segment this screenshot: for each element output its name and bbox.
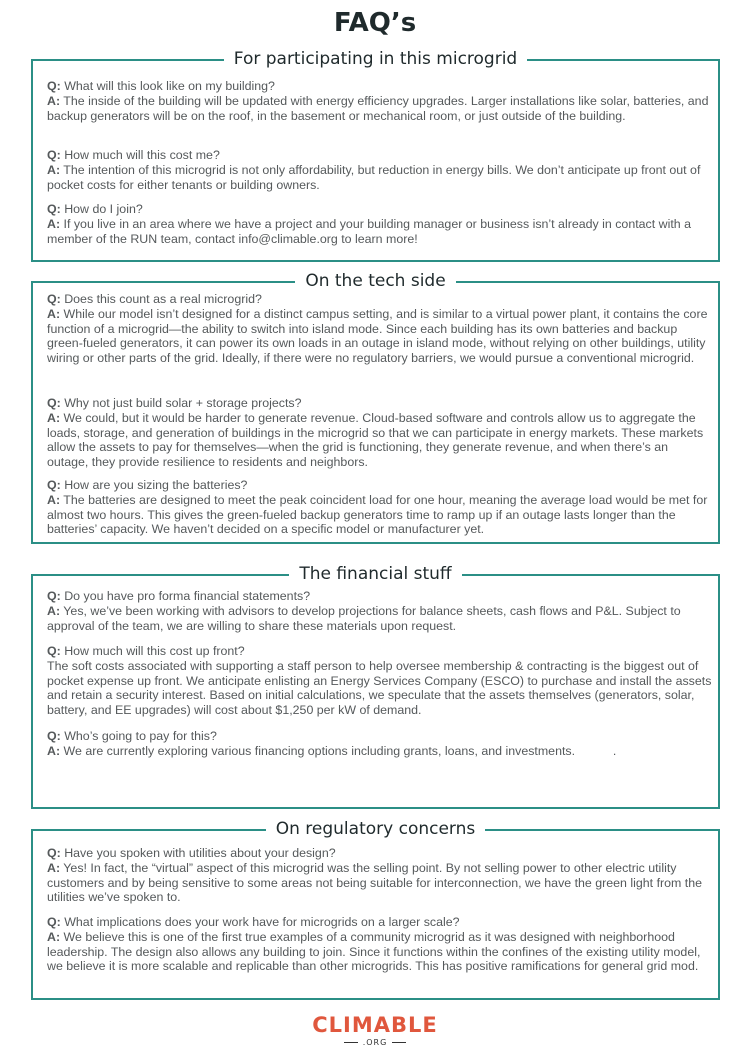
faq-section-participating	[31, 49, 720, 262]
answer-text: We could, but it would be harder to generate revenue. Cloud-based software and controls allow us to aggregate the loads, storage, and generation of buildings in the microgrid so that we can participate in energy markets. These markets allow the assets to pay for themselves—when the grid is functioning, they generate revenue, and when there’s an outage, they provide resilience to residents and neighbors.	[47, 410, 704, 470]
faq-item	[47, 292, 712, 366]
question-text: What will this look like on my building?	[64, 79, 275, 93]
question-label: Q:	[47, 478, 61, 492]
question-text: Does this count as a real microgrid?	[64, 292, 262, 306]
faq-item	[47, 202, 712, 246]
answer-text: The batteries are designed to meet the peak coincident load for one hour, meaning the average load would be met for almost two hours. This gives the green-fueled backup generators time to ramp up if an outage lasts longer than the batteries’ capacity. We haven’t decided on a specific model or manufacturer yet.	[47, 492, 708, 537]
answer-label: A:	[47, 306, 61, 321]
answer-label: A:	[47, 93, 61, 108]
faq-item	[47, 846, 712, 905]
section-title: For participating in this microgrid	[224, 49, 527, 69]
faq-item	[47, 915, 712, 974]
faq-item	[47, 79, 712, 123]
faq-item	[47, 478, 712, 537]
answer-text: The intention of this microgrid is not only affordability, but reduction in energy bills. We don’t anticipate up front out of pocket costs for either tenants or building owners.	[47, 162, 701, 192]
question-text: Have you spoken with utilities about your design?	[64, 846, 336, 860]
faq-item	[47, 148, 712, 192]
section-title: On the tech side	[295, 271, 455, 291]
faq-section-financial	[31, 564, 720, 809]
faq-item	[47, 644, 712, 718]
answer-label: A:	[47, 492, 61, 507]
answer-text: While our model isn’t designed for a distinct campus setting, and is similar to a virtual power plant, it contains the core function of a microgrid—the ability to switch into island mode. Since each building has its own batteries and backup green-fueled generators, it can power its own loads in an outage in island mode, without relying on other buildings, utility wiring or other parts of the grid. Ideally, if there were no regulatory barriers, we would pursue a conventional microgrid.	[47, 306, 708, 366]
question-label: Q:	[47, 396, 61, 410]
question-label: Q:	[47, 846, 61, 860]
logo-rule-right	[392, 1042, 406, 1043]
question-label: Q:	[47, 644, 61, 658]
faq-section-regulatory	[31, 819, 720, 1000]
logo-org-suffix	[0, 1038, 750, 1047]
question-text: How much will this cost up front?	[64, 644, 245, 658]
question-text: Why not just build solar + storage projects?	[64, 396, 302, 410]
faq-item	[47, 589, 712, 633]
answer-label: A:	[47, 410, 61, 425]
answer-label: A:	[47, 929, 61, 944]
answer-text: If you live in an area where we have a project and your building manager or business isn’t already in contact with a member of the RUN team, contact info@climable.org to learn more!	[47, 216, 691, 246]
section-title: On regulatory concerns	[266, 819, 486, 839]
answer-label: A:	[47, 162, 61, 177]
logo-rule-left	[344, 1042, 358, 1043]
question-text: How are you sizing the batteries?	[64, 478, 248, 492]
answer-label: A:	[47, 743, 61, 758]
answer-text: We believe this is one of the first true examples of a community microgrid as it was designed with neighborhood leadership. The design also allows any building to join. Since it functions within the confines of the existing utility model, we believe it is more scalable and replicable than other microgrids. This has positive ramifications for general grid mod.	[47, 929, 701, 974]
faq-item	[47, 729, 712, 759]
question-text: Do you have pro forma financial statements?	[64, 589, 311, 603]
question-text: What implications does your work have for microgrids on a larger scale?	[64, 915, 460, 929]
answer-text: The inside of the building will be updated with energy efficiency upgrades. Larger installations like solar, batteries, and backup generators will be on the roof, in the basement or mechanical room, or just outside of the building.	[47, 93, 709, 123]
answer-text: The soft costs associated with supporting a staff person to help oversee membership & contracting is the biggest out of pocket expense up front. We anticipate enlisting an Energy Services Company (ESCO) to purchase and install the assets and retain a security interest. Based on initial calculations, we speculate that the assets themselves (generators, solar, battery, and EE upgrades) will cost about $1,250 per kW of demand.	[47, 658, 712, 718]
question-label: Q:	[47, 729, 61, 743]
answer-text: We are currently exploring various financing options including grants, loans, and investments. .	[63, 743, 617, 758]
section-title: The financial stuff	[289, 564, 461, 584]
faq-item	[47, 396, 712, 470]
answer-text: Yes! In fact, the “virtual” aspect of this microgrid was the selling point. By not selling power to other electric utility customers and by being sensitive to some areas not being suitable for interconnection, we have the green light from the utilities we’ve spoken to.	[47, 860, 703, 905]
question-text: How do I join?	[64, 202, 143, 216]
question-label: Q:	[47, 292, 61, 306]
answer-text: Yes, we’ve been working with advisors to develop projections for balance sheets, cash flows and P&L. Subject to approval of the team, we are willing to share these materials upon request.	[47, 603, 681, 633]
question-label: Q:	[47, 589, 61, 603]
question-label: Q:	[47, 915, 61, 929]
answer-label: A:	[47, 216, 61, 231]
question-label: Q:	[47, 148, 61, 162]
question-text: How much will this cost me?	[64, 148, 220, 162]
answer-label: A:	[47, 860, 61, 875]
question-label: Q:	[47, 79, 61, 93]
answer-label: A:	[47, 603, 61, 618]
logo-org-text: .ORG	[362, 1038, 388, 1047]
faq-section-tech	[31, 271, 720, 544]
question-text: Who’s going to pay for this?	[64, 729, 217, 743]
climable-logo: CLIMABLE	[312, 1013, 438, 1037]
page-title: FAQ’s	[333, 8, 417, 38]
question-label: Q:	[47, 202, 61, 216]
